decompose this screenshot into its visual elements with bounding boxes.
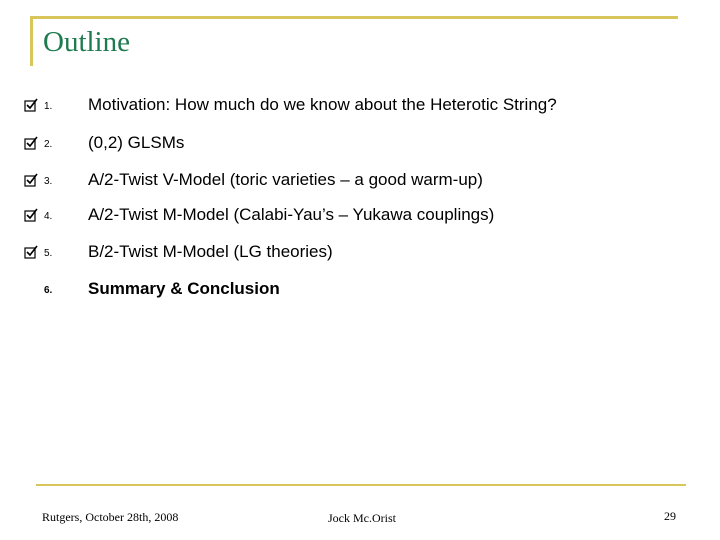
footer-author: Jock Mc.Orist [328, 511, 396, 525]
footer-venue-date: Rutgers, October 28th, 2008 [42, 510, 179, 524]
checked-box-icon [24, 173, 39, 188]
checked-box-icon [24, 245, 39, 260]
item-number: 2. [44, 139, 53, 150]
slide-title: Outline [43, 26, 130, 58]
item-text: Motivation: How much do we know about the Heterotic String? [88, 95, 557, 114]
item-text: B/2-Twist M-Model (LG theories) [88, 242, 333, 261]
item-number: 6. [44, 285, 53, 296]
checked-box-icon [24, 98, 39, 113]
checked-box-icon [24, 136, 39, 151]
item-number: 1. [44, 101, 53, 112]
outline-item-3 [0, 169, 700, 193]
item-text: A/2-Twist V-Model (toric varieties – a good warm-up) [88, 170, 483, 189]
item-number: 3. [44, 176, 53, 187]
footer-divider [36, 484, 686, 486]
outline-item-4 [0, 204, 700, 228]
item-text: A/2-Twist M-Model (Calabi-Yau’s – Yukawa couplings) [88, 205, 495, 224]
outline-item-1 [0, 94, 700, 118]
item-number: 5. [44, 248, 53, 259]
title-frame-left [30, 16, 33, 66]
checked-box-icon [24, 208, 39, 223]
title-frame-top [30, 16, 678, 19]
item-text: (0,2) GLSMs [88, 133, 185, 152]
outline-item-5 [0, 241, 700, 265]
item-number: 4. [44, 211, 53, 222]
item-text: Summary & Conclusion [88, 279, 280, 298]
page-number: 29 [664, 509, 676, 523]
outline-item-6 [0, 278, 700, 302]
outline-item-2 [0, 132, 700, 156]
